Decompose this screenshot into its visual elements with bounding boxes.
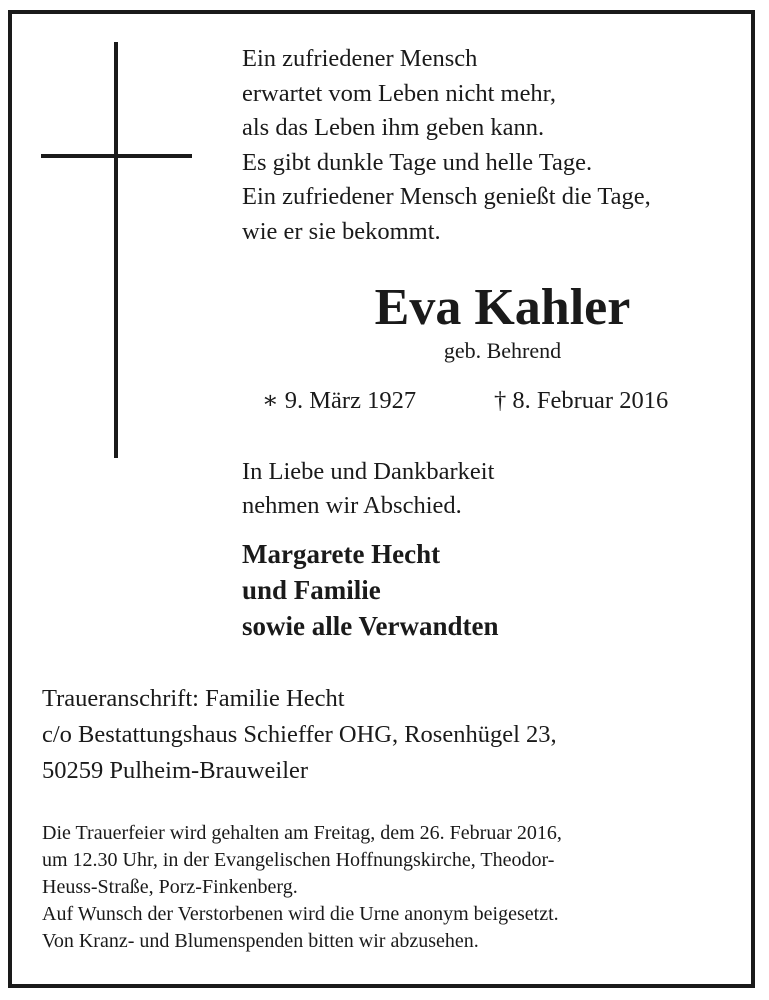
poem-line: als das Leben ihm geben kann. xyxy=(242,114,545,141)
cross-vertical-bar xyxy=(114,42,118,458)
poem-line: wie er sie bekommt. xyxy=(242,217,441,245)
poem-line: Ein zufriedener Mensch xyxy=(242,45,478,72)
mourner-line: sowie alle Verwandten xyxy=(242,611,499,641)
address-line: Traueranschrift: Familie Hecht xyxy=(42,685,345,712)
death-date: † 8. Februar 2016 xyxy=(494,387,669,414)
address-line: 50259 Pulheim-Brauweiler xyxy=(42,757,309,784)
deceased-name: Eva Kahler xyxy=(374,279,631,336)
farewell-line: nehmen wir Abschied. xyxy=(242,492,462,519)
poem xyxy=(242,42,651,249)
farewell-text xyxy=(242,455,494,523)
mourning-address xyxy=(42,681,557,789)
notice-line: Die Trauerfeier wird gehalten am Freitag, dem 26. Februar 2016, xyxy=(42,822,562,844)
address-line: c/o Bestattungshaus Schieffer OHG, Rosenhügel 23, xyxy=(42,721,557,748)
notice-line: Auf Wunsch der Verstorbenen wird die Urne anonym beigesetzt. xyxy=(42,903,559,925)
poem-line: Es gibt dunkle Tage und helle Tage. xyxy=(242,148,593,176)
mourner-line: und Familie xyxy=(242,575,381,605)
farewell-line: In Liebe und Dankbarkeit xyxy=(242,458,495,485)
funeral-notice xyxy=(42,820,562,955)
cross-horizontal-bar xyxy=(41,154,192,158)
maiden-name: geb. Behrend xyxy=(443,338,562,363)
birth-date: ∗ 9. März 1927 xyxy=(262,387,417,414)
mourners xyxy=(242,536,499,644)
notice-line: um 12.30 Uhr, in der Evangelischen Hoffnungskirche, Theodor- xyxy=(42,849,555,871)
poem-line: Ein zufriedener Mensch genießt die Tage, xyxy=(242,183,651,210)
mourner-line: Margarete Hecht xyxy=(242,539,441,569)
poem-line: erwartet vom Leben nicht mehr, xyxy=(242,79,556,107)
notice-line: Heuss-Straße, Porz-Finkenberg. xyxy=(42,876,298,898)
notice-line: Von Kranz- und Blumenspenden bitten wir abzusehen. xyxy=(42,930,479,952)
